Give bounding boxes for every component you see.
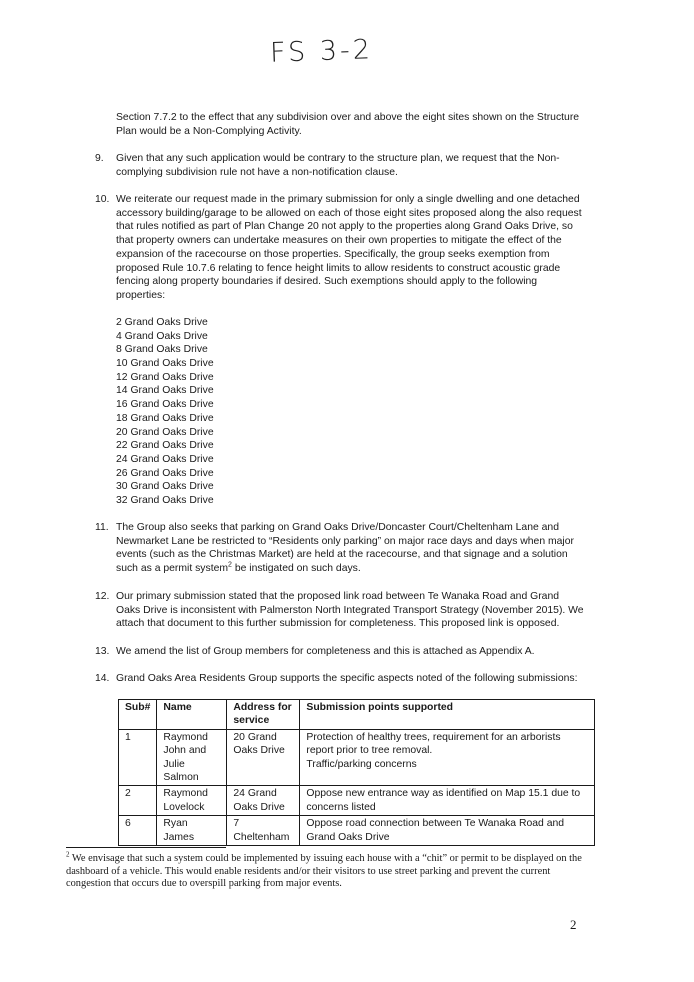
item-text: Our primary submission stated that the proposed link road between Te Wanaka Road and Grand Oaks Drive is inconsistent with Palmerston North Integrated Transport Strategy (November 2015). We attach that document to this further submission for completeness. This proposed link is opposed.: [116, 591, 584, 630]
list-item: 4 Grand Oaks Drive: [116, 330, 208, 342]
column-header: Name: [157, 700, 227, 730]
item-number: 9.: [95, 153, 104, 164]
cell-address: 24 Grand Oaks Drive: [227, 786, 300, 816]
item-number: 13.: [95, 646, 110, 657]
cell-address: 20 Grand Oaks Drive: [227, 729, 300, 786]
item-text: Given that any such application would be contrary to the structure plan, we request that the Non-complying subdivision rule not have a non-notification clause.: [116, 153, 560, 178]
list-item: 16 Grand Oaks Drive: [116, 399, 214, 411]
list-item: 2 Grand Oaks Drive: [116, 317, 208, 328]
table-header-row: [119, 700, 595, 730]
cell-points: [300, 729, 595, 786]
item-number: 12.: [95, 591, 110, 602]
cell-sub: 1: [119, 729, 157, 786]
footnote-marker: 2: [66, 850, 70, 859]
continuation-paragraph: Section 7.7.2 to the effect that any subdivision over and above the eight sites shown on the Structure Plan would be a Non-Complying Activity.: [116, 112, 580, 137]
list-item: 8 Grand Oaks Drive: [116, 344, 208, 356]
cell-name: Ryan James: [157, 816, 227, 846]
list-item: 24 Grand Oaks Drive: [116, 453, 214, 465]
item-text: We reiterate our request made in the primary submission for only a single dwelling and one detached accessory building/garage to be allowed on each of those eight sites proposed along the also request that rules notified as part of Plan Change 20 not apply to the properties along Grand Oaks Drive, so that property owners can undertake measures on their own properties to mitigate the effect of the expansion of the racecourse on those properties. Specifically, the group seeks exemption from proposed Rule 10.7.6 relating to fence height limits to allow residents to construct acoustic grade fencing along property boundaries if desired. Such exemptions should apply to the following properties:: [116, 194, 582, 301]
list-item: 18 Grand Oaks Drive: [116, 412, 214, 424]
point-line: Oppose new entrance way as identified on Map 15.1 due to concerns listed: [306, 788, 581, 813]
column-header: Submission points supported: [300, 700, 595, 730]
cell-points: [300, 816, 595, 846]
cell-name: Raymond Lovelock: [157, 786, 227, 816]
list-item: 26 Grand Oaks Drive: [116, 467, 214, 479]
column-header: Sub#: [119, 700, 157, 730]
list-item: 10 Grand Oaks Drive: [116, 358, 214, 370]
list-item: 22 Grand Oaks Drive: [116, 440, 214, 452]
item-number: 11.: [95, 522, 109, 533]
cell-address: 7 Cheltenham: [227, 816, 300, 846]
item-number: 14.: [95, 673, 110, 684]
list-item: 12 Grand Oaks Drive: [116, 371, 214, 383]
item-text: Grand Oaks Area Residents Group supports the specific aspects noted of the following submissions:: [116, 673, 578, 684]
page-number: 2: [570, 917, 577, 932]
point-line: Protection of healthy trees, requirement for an arborists report prior to tree removal.: [306, 731, 561, 757]
submissions-table: [118, 699, 595, 846]
footnote-divider: [66, 847, 226, 848]
cell-points: [300, 786, 595, 816]
item-number: 10.: [95, 194, 110, 205]
footnote-text: We envisage that such a system could be implemented by issuing each house with a “chit” or permit to be displayed on the dashboard of a vehicle. This would enable residents and/or their visitors to use street parking and prevent the current congestion that occurs due to overspill parking from major events.: [66, 853, 582, 890]
table-row: [119, 816, 595, 846]
item-text-part: The Group also seeks that parking on Grand Oaks Drive/Doncaster Court/Cheltenham Lane and Newmarket Lane be restricted to “Residents only parking” on major race days and days when major events (such as the Christmas Market) are held at the racecourse, and that signage and a solution such as a permit system: [116, 522, 574, 575]
handwritten-mark: FS 3-2: [269, 34, 374, 69]
cell-sub: 2: [119, 786, 157, 816]
list-item: 14 Grand Oaks Drive: [116, 385, 214, 397]
footnote: [66, 850, 586, 891]
cell-sub: 6: [119, 816, 157, 846]
item-text: We amend the list of Group members for completeness and this is attached as Appendix A.: [116, 646, 535, 657]
item-text-part: be instigated on such days.: [231, 563, 361, 575]
list-item: 20 Grand Oaks Drive: [116, 426, 214, 438]
point-line: Oppose road connection between Te Wanaka Road and Grand Oaks Drive: [306, 818, 565, 843]
list-item: 32 Grand Oaks Drive: [116, 494, 214, 506]
cell-name: Raymond John and Julie Salmon: [157, 729, 227, 786]
footnote-reference: 2: [228, 561, 232, 569]
table-row: [119, 729, 595, 786]
list-item: 30 Grand Oaks Drive: [116, 481, 214, 493]
property-list: [116, 316, 214, 508]
table-row: [119, 786, 595, 816]
point-line: Traffic/parking concerns: [306, 758, 417, 770]
column-header: Address for service: [227, 700, 300, 730]
item-text: [116, 521, 586, 576]
